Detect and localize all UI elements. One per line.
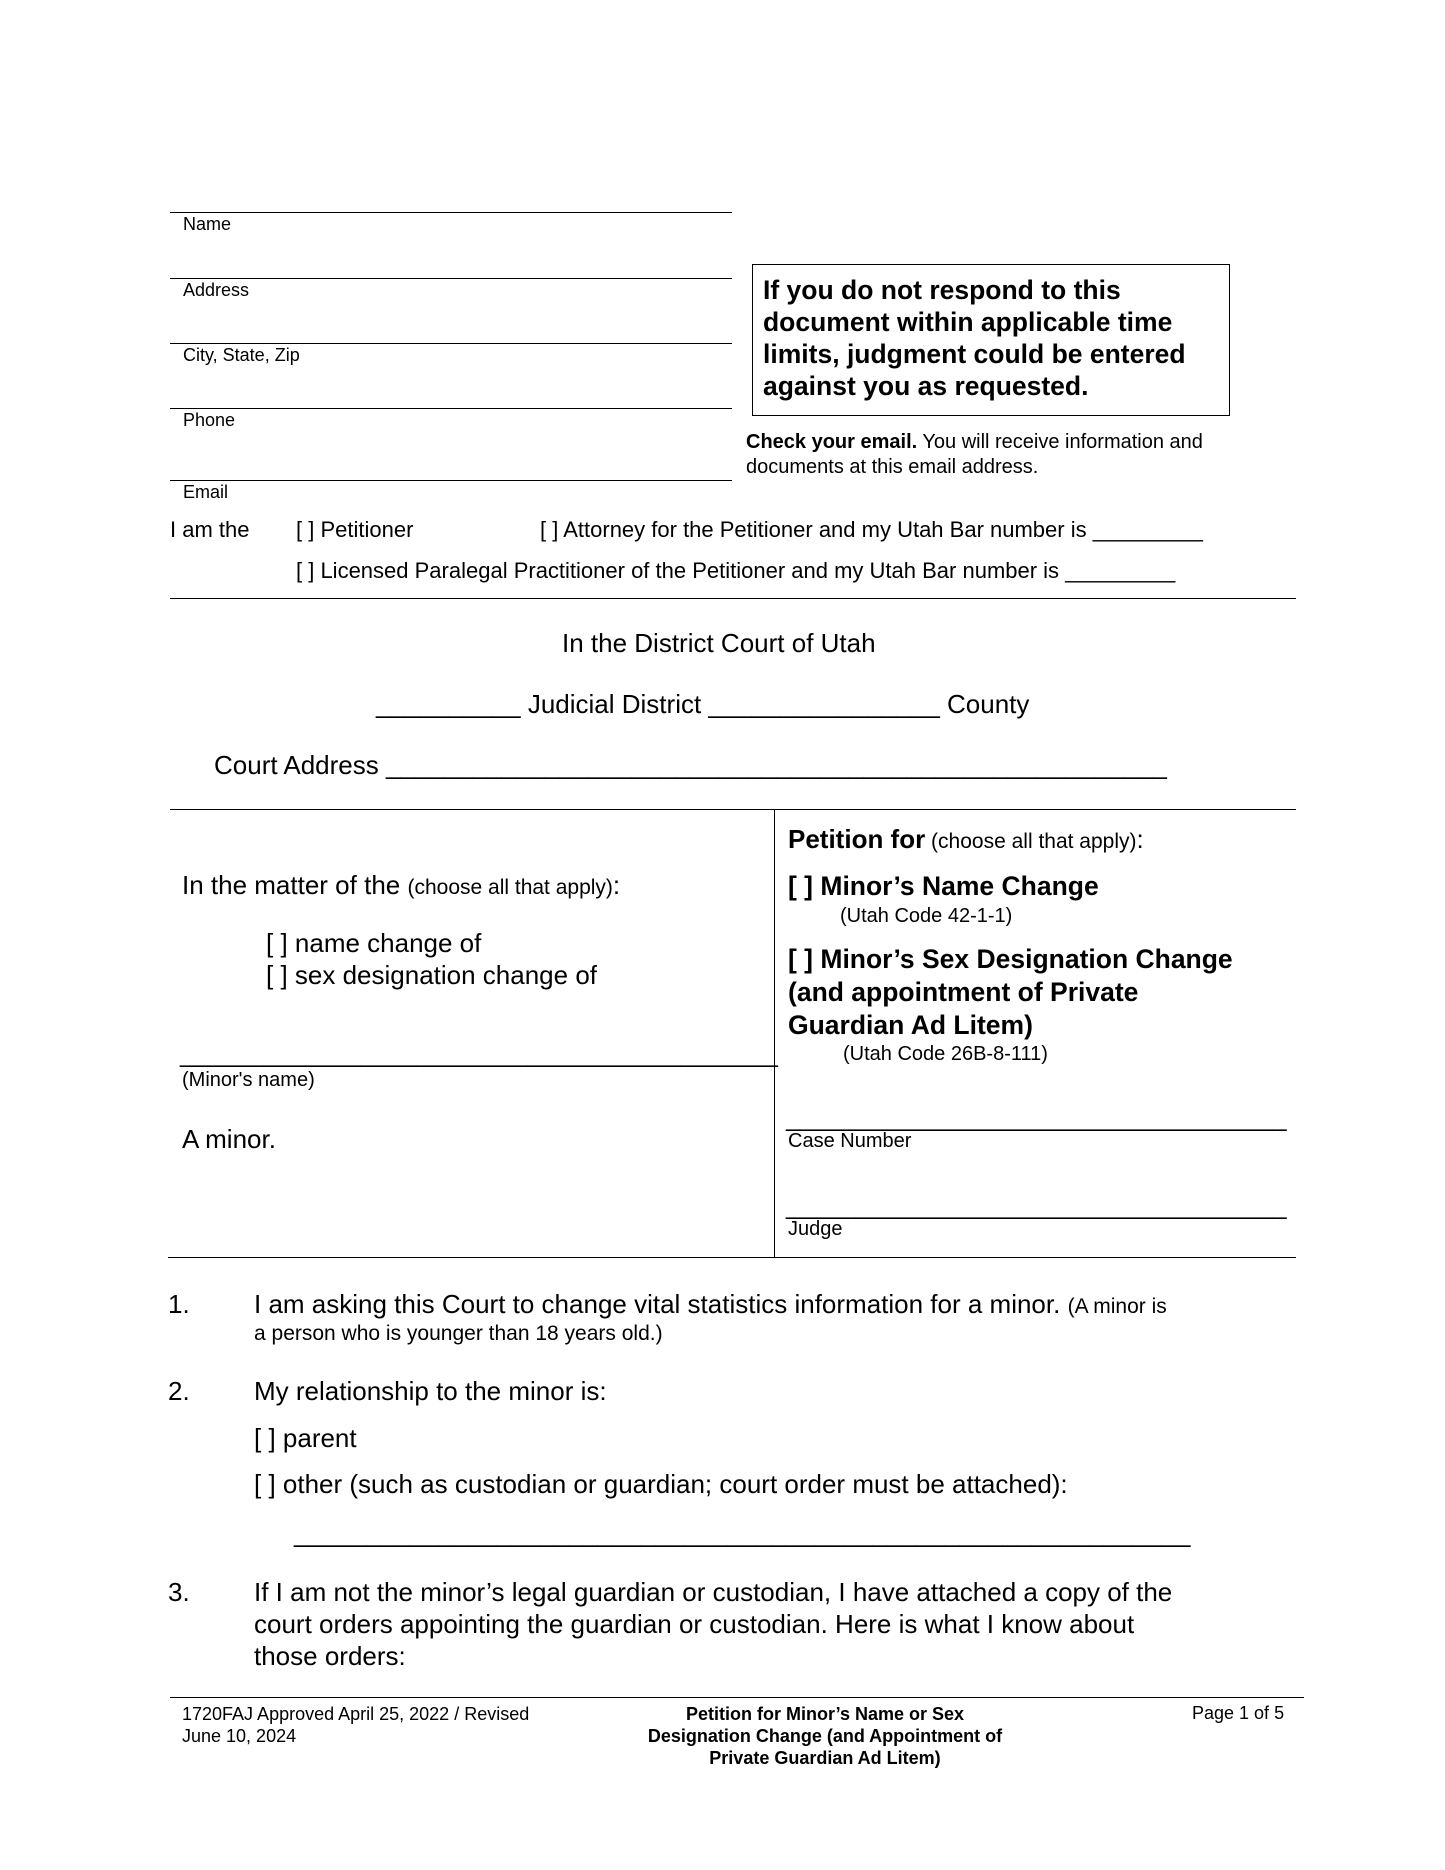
item-1-main: I am asking this Court to change vital statistics information for a minor. — [254, 1289, 1061, 1319]
city-state-zip-line[interactable] — [170, 343, 732, 344]
matter-heading — [182, 870, 620, 901]
warning-text: If you do not respond to this document within applicable time limits, judgment could be entered against you as requested. — [763, 275, 1186, 401]
sex-change-line3: Guardian Ad Litem) — [788, 1010, 1033, 1040]
email-notice-text: You will receive information and documents at this email address. — [746, 431, 1203, 478]
email-notice-bold: Check your email. — [746, 431, 918, 453]
email-line[interactable] — [170, 480, 732, 481]
minor-sex-change-option[interactable]: [ ] Minor’s Sex Designation Change — [788, 944, 1233, 974]
paralegal-checkbox[interactable]: [ ] Licensed Paralegal Practitioner of the Petitioner and my Utah Bar number is _________ — [296, 558, 1176, 583]
court-title: In the District Court of Utah — [562, 628, 876, 658]
phone-label: Phone — [183, 410, 236, 430]
case-number-field[interactable]: ____________________________________ — [786, 1104, 1287, 1132]
item-1-text — [254, 1289, 1167, 1320]
i-am-the-label: I am the — [170, 517, 250, 542]
district-county-line[interactable]: __________ Judicial District ________________ County — [376, 689, 1030, 719]
matter-colon: : — [612, 870, 621, 900]
other-checkbox[interactable]: [ ] other (such as custodian or guardian; court order must be attached): — [254, 1469, 1068, 1499]
sex-change-line2: (and appointment of Private — [788, 977, 1139, 1007]
address-label: Address — [183, 280, 250, 300]
item-2-number: 2. — [168, 1376, 190, 1406]
parent-checkbox[interactable]: [ ] parent — [254, 1423, 357, 1453]
case-number-label: Case Number — [788, 1130, 912, 1152]
caption-divider — [774, 809, 775, 1257]
petition-for-bold: Petition for — [788, 824, 926, 854]
name-line[interactable] — [170, 212, 732, 213]
warning-box — [752, 264, 1230, 416]
item-1-note: (A minor is — [1067, 1295, 1167, 1318]
header-divider — [170, 598, 1296, 599]
minor-name-field[interactable]: ___________________________________________ — [180, 1040, 778, 1068]
footer-title-line1: Petition for Minor’s Name or Sex — [685, 1704, 965, 1724]
petitioner-checkbox[interactable]: [ ] Petitioner — [296, 517, 414, 542]
sex-change-option[interactable]: [ ] sex designation change of — [266, 960, 598, 990]
form-id-line1: 1720FAJ Approved April 25, 2022 / Revised — [182, 1704, 530, 1724]
email-label: Email — [183, 482, 229, 502]
matter-small: (choose all that apply) — [407, 876, 613, 899]
caption-bottom-border — [168, 1257, 1296, 1258]
name-change-code: (Utah Code 42-1-1) — [840, 905, 1013, 927]
name-label: Name — [183, 214, 232, 234]
a-minor-text: A minor. — [182, 1124, 276, 1154]
attorney-checkbox[interactable]: [ ] Attorney for the Petitioner and my Utah Bar number is _________ — [540, 517, 1203, 542]
minor-name-label: (Minor's name) — [182, 1069, 315, 1091]
petition-for-small: (choose all that apply) — [925, 830, 1137, 853]
matter-main: In the matter of the — [182, 870, 408, 900]
judge-label: Judge — [788, 1218, 843, 1240]
item-3-line3: those orders: — [254, 1641, 406, 1671]
petition-for-heading — [788, 824, 1144, 855]
court-address-line[interactable]: Court Address ______________________________________________________ — [214, 750, 1167, 780]
item-1-note-cont: a person who is younger than 18 years old.) — [254, 1322, 663, 1345]
petition-for-colon: : — [1136, 824, 1144, 854]
other-relationship-field[interactable]: ______________________________________________________________ — [294, 1518, 1191, 1548]
minor-name-change-option[interactable]: [ ] Minor’s Name Change — [788, 871, 1099, 901]
city-state-zip-label: City, State, Zip — [183, 345, 300, 365]
caption-top-border — [170, 809, 1296, 810]
name-change-option[interactable]: [ ] name change of — [266, 928, 482, 958]
judge-field[interactable]: ____________________________________ — [786, 1192, 1287, 1220]
item-3-line2: court orders appointing the guardian or custodian. Here is what I know about — [254, 1609, 1135, 1639]
form-id — [182, 1703, 529, 1747]
sex-change-code: (Utah Code 26B-8-111) — [843, 1043, 1048, 1065]
item-2-text: My relationship to the minor is: — [254, 1376, 607, 1406]
form-id-line2: June 10, 2024 — [182, 1726, 297, 1746]
footer-title-line2: Designation Change (and Appointment of — [647, 1726, 1003, 1746]
item-1-number: 1. — [168, 1289, 190, 1319]
item-3-number: 3. — [168, 1577, 190, 1607]
page-number: Page 1 of 5 — [1192, 1703, 1285, 1723]
phone-line[interactable] — [170, 408, 732, 409]
footer-divider — [170, 1697, 1304, 1698]
email-notice — [746, 430, 1246, 480]
footer-title — [600, 1703, 1050, 1769]
address-line[interactable] — [170, 278, 732, 279]
footer-title-line3: Private Guardian Ad Litem) — [709, 1748, 941, 1768]
item-3-line1: If I am not the minor’s legal guardian or custodian, I have attached a copy of the — [254, 1577, 1173, 1607]
